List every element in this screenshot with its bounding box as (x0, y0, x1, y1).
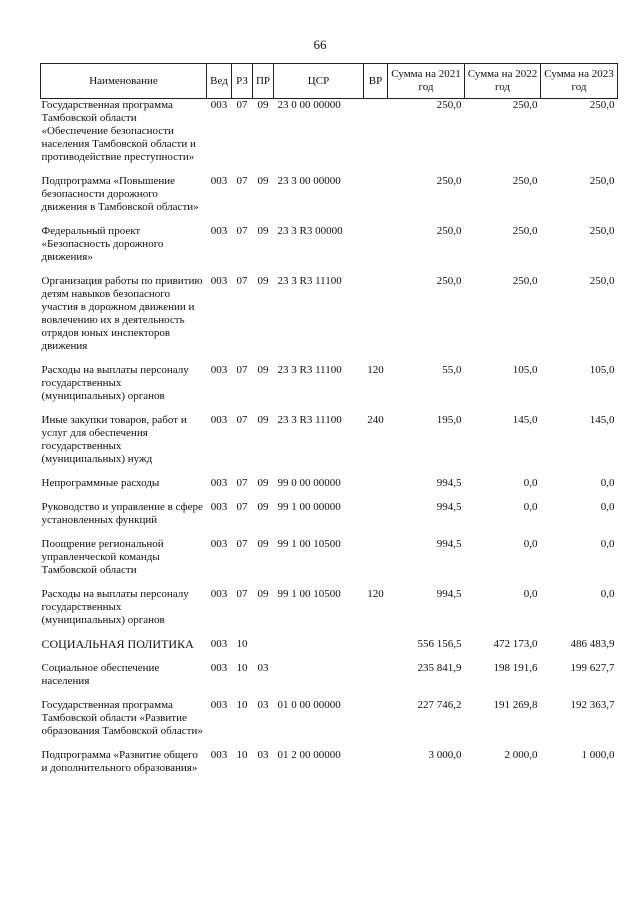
row-name: СОЦИАЛЬНАЯ ПОЛИТИКА (41, 637, 194, 651)
row-pr: 09 (257, 364, 269, 376)
row-ved: 003 (210, 275, 228, 287)
row-csr: 23 0 00 00000 (277, 99, 341, 111)
row-sum-2023: 0,0 (600, 501, 615, 513)
row-name: Государственная программа Тамбовской области «Развитие образования Тамбовской области» (41, 699, 203, 737)
header-name: Наименование (41, 64, 207, 99)
row-ved: 003 (210, 364, 228, 376)
row-pr: 09 (257, 588, 269, 600)
header-pr: ПР (253, 64, 274, 99)
row-ved: 003 (210, 699, 228, 711)
row-vr (364, 477, 388, 501)
row-sum-2023: 250,0 (589, 175, 615, 187)
row-sum-2022: 472 173,0 (493, 638, 538, 650)
row-vr (364, 662, 388, 699)
row-name: Подпрограмма «Повышение безопасности дорожного движения в Тамбовской области» (41, 175, 199, 213)
row-sum-2022: 0,0 (523, 588, 538, 600)
row-csr: 01 2 00 00000 (277, 749, 341, 761)
row-vr (364, 699, 388, 749)
row-sum-2021: 994,5 (436, 538, 462, 550)
table-header-row (41, 64, 618, 99)
row-name: Социальное обеспечение населения (41, 662, 160, 687)
table-row (41, 275, 618, 364)
row-vr (364, 538, 388, 588)
row-rz: 07 (236, 538, 248, 550)
row-rz: 07 (236, 588, 248, 600)
row-ved: 003 (210, 501, 228, 513)
table-row (41, 699, 618, 749)
row-csr: 23 3 00 00000 (277, 175, 341, 187)
row-csr: 99 0 00 00000 (277, 477, 341, 489)
row-pr: 09 (257, 275, 269, 287)
row-sum-2021: 195,0 (436, 414, 462, 426)
row-sum-2022: 250,0 (512, 275, 538, 287)
table-row (41, 414, 618, 477)
row-name: Расходы на выплаты персоналу государственных (муниципальных) органов (41, 588, 189, 626)
row-sum-2023: 0,0 (600, 588, 615, 600)
table-row (41, 477, 618, 501)
row-sum-2022: 250,0 (512, 225, 538, 237)
row-vr (364, 99, 388, 176)
row-name: Организация работы по привитию детям навыков безопасного участия в дорожном движении и вовлечению их в деятельность отрядов юных инспекторов движения (41, 275, 203, 352)
row-name: Поощрение региональной управленческой команды Тамбовской области (41, 538, 164, 576)
budget-table (40, 63, 618, 786)
header-csr: ЦСР (274, 64, 364, 99)
row-rz: 07 (236, 225, 248, 237)
row-sum-2023: 486 483,9 (570, 638, 615, 650)
row-vr (364, 175, 388, 225)
row-sum-2021: 227 746,2 (417, 699, 462, 711)
row-csr: 23 3 R3 11100 (277, 364, 342, 376)
row-sum-2023: 0,0 (600, 477, 615, 489)
row-sum-2023: 145,0 (589, 414, 615, 426)
row-sum-2022: 2 000,0 (504, 749, 538, 761)
row-csr: 23 3 R3 11100 (277, 414, 342, 426)
row-sum-2023: 250,0 (589, 275, 615, 287)
row-sum-2021: 994,5 (436, 588, 462, 600)
table-row (41, 662, 618, 699)
row-vr (364, 501, 388, 538)
row-sum-2021: 3 000,0 (428, 749, 462, 761)
row-ved: 003 (210, 588, 228, 600)
header-ved: Вед (207, 64, 232, 99)
row-sum-2023: 192 363,7 (570, 699, 615, 711)
row-rz: 10 (236, 749, 248, 761)
row-name: Государственная программа Тамбовской области «Обеспечение безопасности населения Тамбовской области и противодействие преступности» (41, 99, 196, 163)
table-row (41, 588, 618, 638)
row-pr: 09 (257, 99, 269, 111)
header-sum-2022: Сумма на 2022 год (465, 64, 541, 99)
row-rz: 07 (236, 99, 248, 111)
table-row (41, 749, 618, 786)
row-csr: 99 1 00 10500 (277, 588, 341, 600)
row-sum-2022: 105,0 (512, 364, 538, 376)
row-sum-2021: 250,0 (436, 225, 462, 237)
table-row (41, 175, 618, 225)
header-rz: РЗ (232, 64, 253, 99)
row-name: Непрограммные расходы (41, 477, 160, 489)
row-pr: 03 (257, 662, 269, 674)
row-csr: 01 0 00 00000 (277, 699, 341, 711)
row-ved: 003 (210, 477, 228, 489)
row-sum-2023: 1 000,0 (581, 749, 615, 761)
row-ved: 003 (210, 225, 228, 237)
row-sum-2021: 994,5 (436, 477, 462, 489)
row-vr: 120 (367, 364, 384, 376)
row-sum-2022: 250,0 (512, 175, 538, 187)
row-pr: 09 (257, 414, 269, 426)
row-sum-2022: 198 191,6 (493, 662, 538, 674)
row-csr (274, 638, 364, 662)
row-ved: 003 (210, 749, 228, 761)
row-ved: 003 (210, 538, 228, 550)
row-ved: 003 (210, 662, 228, 674)
row-vr (364, 638, 388, 662)
row-csr: 23 3 R3 11100 (277, 275, 342, 287)
row-csr (274, 662, 364, 699)
row-sum-2022: 0,0 (523, 538, 538, 550)
row-ved: 003 (210, 175, 228, 187)
row-sum-2023: 199 627,7 (570, 662, 615, 674)
row-ved: 003 (210, 638, 228, 650)
row-sum-2022: 250,0 (512, 99, 538, 111)
row-pr: 09 (257, 225, 269, 237)
row-ved: 003 (210, 99, 228, 111)
row-pr (253, 638, 274, 662)
row-sum-2022: 0,0 (523, 501, 538, 513)
row-sum-2021: 235 841,9 (417, 662, 462, 674)
row-rz: 07 (236, 414, 248, 426)
header-sum-2023: Сумма на 2023 год (541, 64, 618, 99)
row-csr: 99 1 00 10500 (277, 538, 341, 550)
row-sum-2021: 250,0 (436, 99, 462, 111)
row-csr: 99 1 00 00000 (277, 501, 341, 513)
table-row (41, 538, 618, 588)
row-vr (364, 225, 388, 275)
row-rz: 07 (236, 275, 248, 287)
row-pr: 09 (257, 477, 269, 489)
row-sum-2021: 994,5 (436, 501, 462, 513)
row-ved: 003 (210, 414, 228, 426)
table-row (41, 501, 618, 538)
row-name: Руководство и управление в сфере установленных функций (41, 501, 203, 526)
row-name: Расходы на выплаты персоналу государственных (муниципальных) органов (41, 364, 189, 402)
row-sum-2022: 0,0 (523, 477, 538, 489)
row-sum-2021: 55,0 (442, 364, 462, 376)
row-pr: 09 (257, 175, 269, 187)
row-sum-2023: 0,0 (600, 538, 615, 550)
table-row (41, 225, 618, 275)
row-pr: 09 (257, 501, 269, 513)
row-vr (364, 749, 388, 786)
row-vr (364, 275, 388, 364)
row-pr: 03 (257, 699, 269, 711)
row-name: Подпрограмма «Развитие общего и дополнительного образования» (41, 749, 198, 774)
row-rz: 10 (236, 662, 248, 674)
row-rz: 07 (236, 477, 248, 489)
row-vr: 240 (367, 414, 384, 426)
row-rz: 07 (236, 175, 248, 187)
row-sum-2022: 145,0 (512, 414, 538, 426)
row-name: Иные закупки товаров, работ и услуг для обеспечения государственных (муниципальных) нужд (41, 414, 187, 465)
row-vr: 120 (367, 588, 384, 600)
row-rz: 07 (236, 501, 248, 513)
page-number: 66 (313, 37, 327, 52)
row-pr: 03 (257, 749, 269, 761)
row-sum-2022: 191 269,8 (493, 699, 538, 711)
row-sum-2023: 250,0 (589, 225, 615, 237)
header-vr: ВР (364, 64, 388, 99)
row-pr: 09 (257, 538, 269, 550)
row-rz: 10 (236, 638, 248, 650)
row-sum-2021: 556 156,5 (417, 638, 462, 650)
table-row (41, 99, 618, 176)
row-sum-2021: 250,0 (436, 175, 462, 187)
header-sum-2021: Сумма на 2021 год (388, 64, 465, 99)
row-sum-2023: 105,0 (589, 364, 615, 376)
table-row (41, 638, 618, 662)
row-sum-2021: 250,0 (436, 275, 462, 287)
row-csr: 23 3 R3 00000 (277, 225, 343, 237)
row-sum-2023: 250,0 (589, 99, 615, 111)
table-row (41, 364, 618, 414)
row-name: Федеральный проект «Безопасность дорожного движения» (41, 225, 164, 263)
row-rz: 07 (236, 364, 248, 376)
row-rz: 10 (236, 699, 248, 711)
